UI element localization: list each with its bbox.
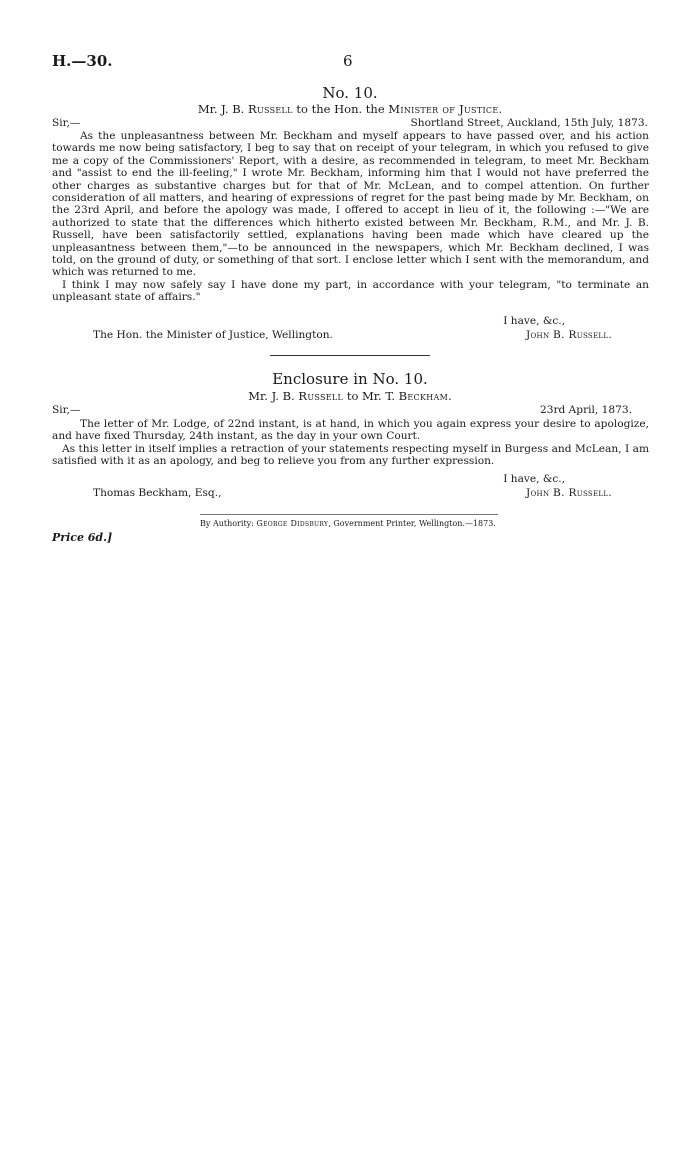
heading-prefix: Mr. J. B. <box>248 389 299 403</box>
enclosure-heading <box>0 389 700 403</box>
section-divider <box>270 355 430 356</box>
signature-rest: B. Russell. <box>549 329 612 341</box>
signature-rest: B. Russell. <box>549 487 612 499</box>
heading-end: . <box>498 102 503 116</box>
heading-middle: to the Hon. the <box>292 102 389 116</box>
enclosure-body <box>52 418 649 468</box>
place-date: Shortland Street, Auckland, 15th July, 1873. <box>410 117 648 129</box>
closing: I have, &c., <box>503 315 565 327</box>
paragraph: The letter of Mr. Lodge, of 22nd instant, is at hand, in which you again express your desire to apologize, and have fixed Thursday, 24th instant, as the day in your own Court. <box>52 418 649 443</box>
letter-heading <box>0 102 700 116</box>
imprint-suffix: , Government Printer, Wellington.—1873. <box>328 519 496 528</box>
heading-sender: Russell <box>247 102 293 116</box>
letter-body <box>52 130 649 304</box>
enclosure-date: 23rd April, 1873. <box>539 404 632 416</box>
salutation: Sir,— <box>52 404 81 416</box>
signature-first: John <box>525 329 550 341</box>
heading-middle: to Mr. T. <box>343 389 399 403</box>
signature <box>526 329 612 341</box>
imprint-printer: George Didsbury <box>256 519 329 528</box>
heading-prefix: Mr. J. B. <box>197 102 248 116</box>
price-label: Price 6d.] <box>52 531 113 544</box>
paragraph: As this letter in itself implies a retraction of your statements respecting myself in Burgess and McLean, I am satisfied with it as an apology, and beg to relieve you from any further expression. <box>52 442 649 468</box>
signature <box>526 487 612 499</box>
printer-imprint <box>200 519 496 528</box>
series-number: H.—30. <box>52 52 113 70</box>
salutation: Sir,— <box>52 117 81 129</box>
signature-first: John <box>525 487 550 499</box>
heading-recipient: Minister of Justice <box>388 102 499 116</box>
addressee: Thomas Beckham, Esq., <box>93 487 222 499</box>
heading-recipient: Beckham <box>398 389 449 403</box>
letter-number: No. 10. <box>322 84 378 102</box>
heading-sender: Russell <box>298 389 344 403</box>
closing: I have, &c., <box>503 473 565 485</box>
footer-rule <box>200 514 498 515</box>
page-number: 6 <box>343 52 353 70</box>
addressee: The Hon. the Minister of Justice, Wellington. <box>93 329 333 341</box>
paragraph: As the unpleasantness between Mr. Beckham and myself appears to have passed over, and his action towards me now being satisfactory, I beg to say that on receipt of your telegram, in which you refused to give me a copy of the Commissioners' Report, with a desire, as recommended in telegram, to meet Mr. Beckham and "assist to end the ill-feeling," I wrote Mr. Beckham, informing him that I would not have preferred the other charges as substantive charges but for that of Mr. McLean, and to compel attention. On further consideration of all matters, and hearing of expressions of regret for the past being made by Mr. Beckham, on the 23rd April, and before the apology was made, I offered to accept in lieu of it, the following :—"We are authorized to state that the differences which hitherto existed between Mr. Beckham, R.M., and Mr. J. B. Russell, have been satisfactorily settled, explanations having been made which have cleared up the unpleasantness between them,"—to be announced in the newspapers, which Mr. Beckham declined, I was told, on the ground of duty, or something of that sort. I enclose letter which I sent with the memorandum, and which was returned to me. <box>52 130 649 279</box>
heading-end: . <box>448 389 452 403</box>
enclosure-title: Enclosure in No. 10. <box>272 370 428 388</box>
imprint-prefix: By Authority: <box>200 519 257 528</box>
paragraph: I think I may now safely say I have done my part, in accordance with your telegram, "to terminate an unpleasant state of affairs." <box>52 278 649 304</box>
